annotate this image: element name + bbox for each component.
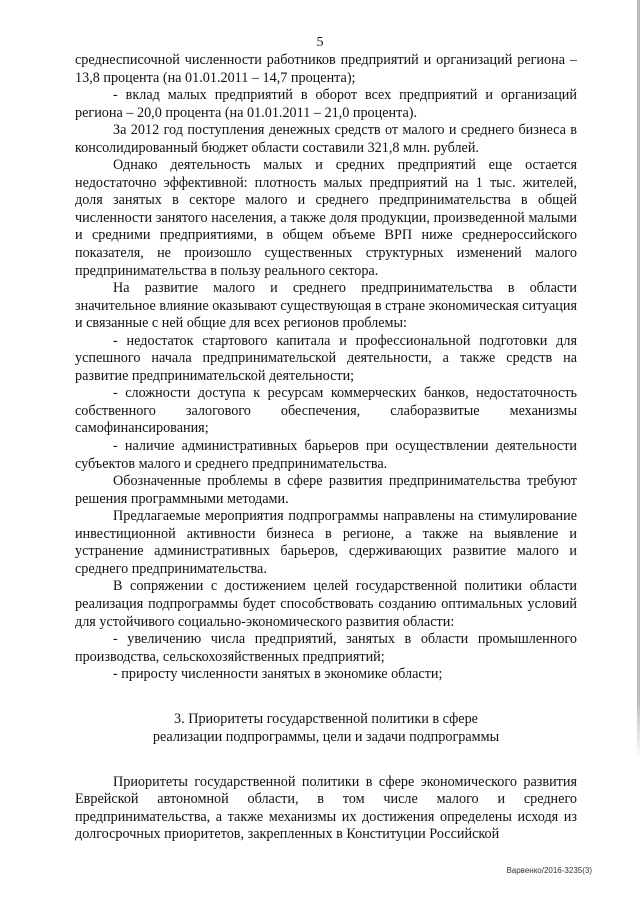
document-reference-code: Варвенко/2016-3235(3) xyxy=(506,866,592,875)
paragraph: - недостаток стартового капитала и профессиональной подготовки для успешного начала предпринимательской деятельности, а также средств на развитие предпринимательской деятельности; xyxy=(75,332,577,384)
paragraph: - приросту численности занятых в экономике области; xyxy=(113,666,443,683)
paragraph: На развитие малого и среднего предпринимательства в области значительное влияние оказывают существующая в стране экономическая ситуация и связанные с ней общие для всех регионов проблемы: xyxy=(75,280,577,332)
paragraph: - увеличению числа предприятий, занятых в области промышленного производства, сельскохозяйственных предприятий; xyxy=(75,631,577,665)
paragraph: За 2012 год поступления денежных средств от малого и среднего бизнеса в консолидированный бюджет области составили 321,8 млн. рублей. xyxy=(75,122,577,156)
section-heading xyxy=(75,710,577,746)
paragraph: Приоритеты государственной политики в сфере экономического развития Еврейской автономной области, в том числе малого и среднего предпринимательства, а также механизмы их достижения определены исходя из долгосрочных приоритетов, закрепленных в Конституции Российской xyxy=(75,773,577,843)
paragraph: - наличие административных барьеров при осуществлении деятельности субъектов малого и среднего предпринимательства. xyxy=(75,438,577,472)
paragraph: - вклад малых предприятий в оборот всех предприятий и организаций региона – 20,0 процента (на 01.01.2011 – 21,0 процента). xyxy=(75,87,577,121)
paragraph: Обозначенные проблемы в сфере развития предпринимательства требуют решения программными методами. xyxy=(75,473,577,507)
paragraphs-after-heading xyxy=(75,774,577,844)
paragraph: - сложности доступа к ресурсам коммерческих банков, недостаточность собственного залогового обеспечения, слаборазвитые механизмы самофинансирования; xyxy=(75,385,577,437)
paragraph: Однако деятельность малых и средних предприятий еще остается недостаточно эффективной: плотность малых предприятий на 1 тыс. жителей, доля занятых в секторе малого и среднего предпринимательства в общей численности занятого населения, а также доля продукции, произведенной малыми и средними предприятиями, в общем объеме ВРП ниже среднероссийского показателя, не произошло существенных структурных изменений малого предпринимательства в пользу реального сектора. xyxy=(75,157,577,279)
page-number: 5 xyxy=(316,35,324,50)
paragraph: В сопряжении с достижением целей государственной политики области реализация подпрограммы будет способствовать созданию оптимальных условий для устойчивого социально-экономического развития области: xyxy=(75,578,577,630)
paragraph: Предлагаемые мероприятия подпрограммы направлены на стимулирование инвестиционной активности бизнеса в регионе, а также на выявление и устранение административных барьеров, сдерживающих развитие малого и среднего предпринимательства. xyxy=(75,508,577,577)
paragraph: среднесписочной численности работников предприятий и организаций региона – 13,8 процента (на 01.01.2011 – 14,7 процента); xyxy=(75,52,577,86)
section-heading-line-2: реализации подпрограммы, цели и задачи подпрограммы xyxy=(152,728,500,745)
body-text xyxy=(75,52,577,844)
section-heading-line-1: 3. Приоритеты государственной политики в сфере xyxy=(174,710,478,727)
paragraphs-before-heading xyxy=(75,52,577,684)
